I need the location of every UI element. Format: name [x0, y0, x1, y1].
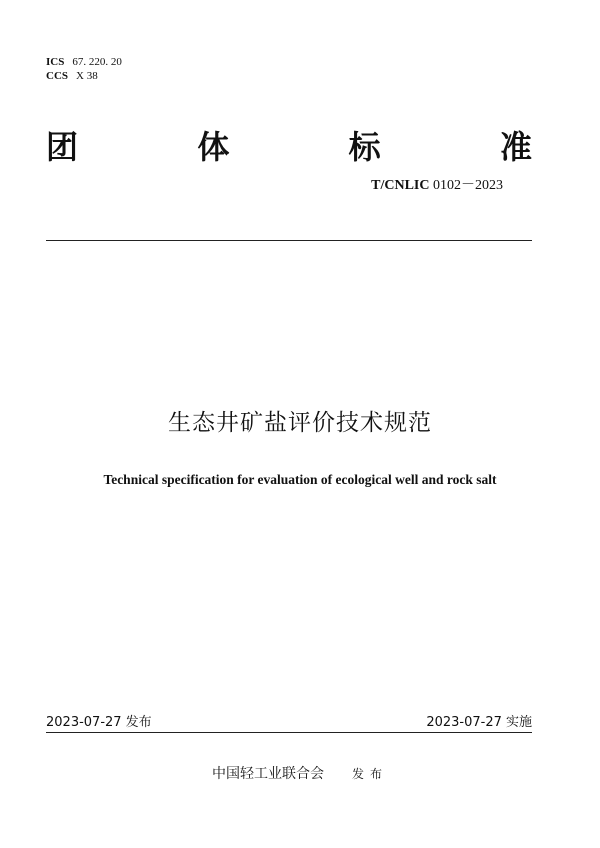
standard-type-char: 准 — [499, 128, 532, 166]
standard-number-prefix: T/CNLIC — [371, 178, 430, 193]
publish-date: 2023-07-27 发布 — [46, 715, 152, 730]
ics-label: ICS — [46, 56, 65, 68]
ics-value: 67. 220. 20 — [72, 56, 122, 68]
implement-date: 2023-07-27 实施 — [426, 715, 532, 730]
document-title-cn: 生态井矿盐评价技术规范 — [168, 410, 432, 436]
standard-type-char: 体 — [197, 128, 230, 166]
standard-number-code: 0102－2023 — [429, 178, 503, 193]
standard-type-char: 标 — [348, 128, 381, 166]
document-title-en: Technical specification for evaluation of ecological well and rock salt — [103, 472, 497, 487]
ccs-label: CCS — [46, 70, 69, 82]
ccs-line — [46, 70, 98, 83]
standard-number — [371, 174, 503, 194]
issuer-action: 发布 — [351, 767, 388, 781]
standard-type-heading — [46, 122, 532, 168]
issuer-line — [0, 763, 600, 783]
issuer-name: 中国轻工业联合会 — [211, 766, 324, 782]
bottom-divider — [46, 732, 532, 733]
top-divider — [46, 240, 532, 241]
ics-line — [46, 56, 122, 69]
ccs-value: X 38 — [76, 70, 98, 82]
standard-type-char: 团 — [46, 128, 79, 166]
